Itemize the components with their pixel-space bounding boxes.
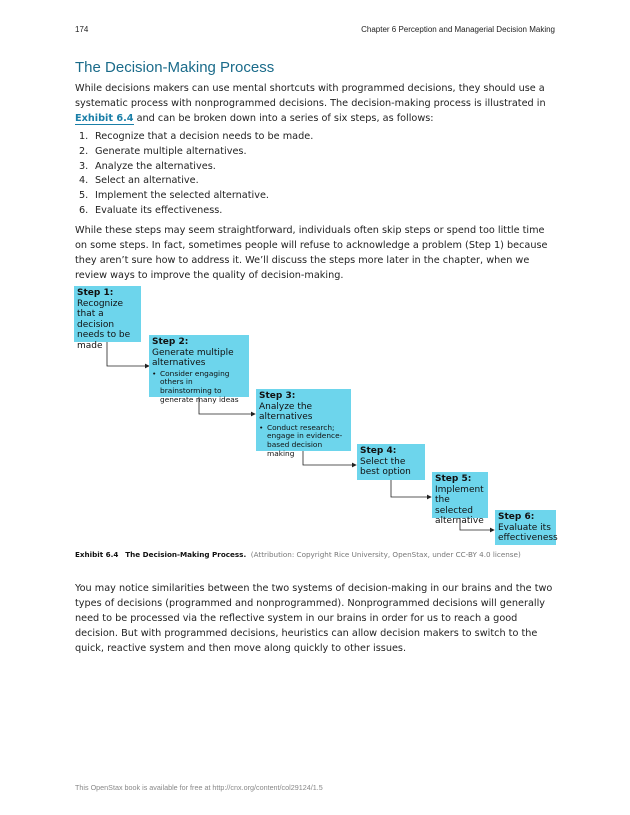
step-6-label: Step 6: — [498, 512, 535, 522]
step-3-text: Analyze the alternatives — [259, 401, 313, 422]
list-number: 3. — [79, 160, 89, 172]
exhibit-link[interactable]: Exhibit 6.4 — [75, 113, 134, 124]
step-5-text: Implement the selected alternative — [435, 484, 484, 526]
step-3-bullet: • Conduct research; engage in evidence-based decision making — [267, 424, 348, 459]
list-text: Recognize that a decision needs to be made. — [95, 131, 314, 142]
step-4-box — [357, 444, 425, 480]
step-2-bullet: • Consider engaging others in brainstorming to generate many ideas — [160, 370, 246, 405]
paragraph-systems: You may notice similarities between the two systems of decision-making in our brains and the two types of decisions (programmed and nonprogrammed). Nonprogrammed decisions will generally need to be processed via the reflective system in our brains in order for us to reach a good decision. But with programmed decisions, heuristics can allow decision makers to switch to the quick, reactive system and then move along quickly to other issues. — [75, 583, 553, 654]
step-4-label: Step 4: — [360, 446, 397, 456]
list-text: Select an alternative. — [95, 175, 199, 187]
step-5-label: Step 5: — [435, 474, 472, 484]
page-footer: This OpenStax book is available for free at http://cnx.org/content/col29124/1.5 — [75, 783, 323, 792]
step-6-box — [495, 510, 556, 545]
list-number: 5. — [79, 190, 89, 202]
step-4-text: Select the best option — [360, 456, 411, 477]
step-2-label: Step 2: — [152, 337, 189, 347]
step-2-box — [149, 335, 249, 404]
list-text: Analyze the alternatives. — [95, 160, 216, 172]
list-text: Implement the selected alternative. — [95, 190, 269, 202]
list-number: 4. — [79, 175, 89, 187]
step-5-box — [432, 472, 488, 526]
section-title: The Decision-Making Process — [75, 59, 275, 76]
list-text: Evaluate its effectiveness. — [95, 204, 223, 216]
intro-text-after: and can be broken down into a series of six steps, as follows: — [133, 113, 434, 124]
step-1-box — [74, 286, 141, 351]
list-number: 1. — [79, 131, 89, 142]
list-number: 6. — [79, 204, 89, 216]
step-2-text: Generate multiple alternatives — [152, 347, 234, 368]
chapter-title: Chapter 6 Perception and Managerial Decision Making — [361, 25, 555, 34]
caption-title: The Decision-Making Process. — [125, 550, 247, 559]
caption-label: Exhibit 6.4 — [75, 550, 119, 559]
step-6-text: Evaluate its effectiveness — [498, 522, 558, 543]
page-number: 174 — [75, 25, 89, 34]
step-3-box — [256, 389, 351, 458]
list-number: 2. — [79, 145, 89, 157]
step-1-text: Recognize that a decision needs to be made — [77, 298, 131, 351]
step-3-label: Step 3: — [259, 391, 296, 401]
paragraph-steps-discussion: While these steps may seem straightforward, individuals often skip steps or spend too little time on some steps. In fact, sometimes people will refuse to acknowledge a problem (Step 1) because they aren’t sure how to address it. We’ll discuss the steps more later in the chapter, when we review ways to improve the quality of decision-making. — [75, 225, 548, 281]
connector-4-5 — [391, 480, 431, 497]
list-text: Generate multiple alternatives. — [95, 145, 247, 157]
step-1-label: Step 1: — [77, 288, 114, 298]
caption-attribution: (Attribution: Copyright Rice University, OpenStax, under CC-BY 4.0 license) — [250, 550, 521, 559]
intro-text-before: While decisions makers can use mental shortcuts with programmed decisions, they should use a systematic process with nonprogrammed decisions. The decision-making process is illustrated in — [75, 83, 546, 109]
figure-caption — [75, 550, 521, 559]
